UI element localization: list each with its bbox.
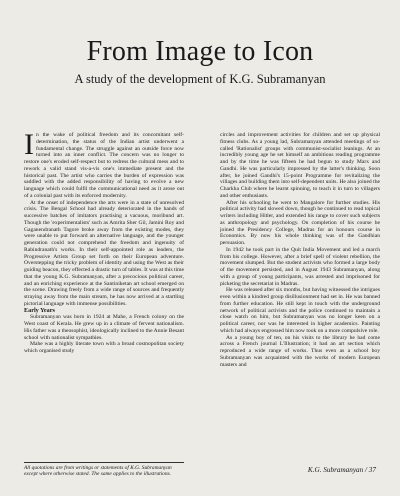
section-heading: Early Years (24, 306, 55, 314)
body-paragraph: After his schooling he went to Mangalore for further studies. His political activity had slowed down, though he continued to read topical writers including Hitler, and extended his range to cover such subjects as anthropology and psychology. On completion of his course he joined the Presidency College, Madras for an honours course in Economics. By now his whole thinking was of the Gandhian persuasion. (220, 199, 380, 246)
body-paragraph: Mahe was a highly literate town with a broad cosmopolitan society which organised study (24, 341, 184, 354)
intro-text: n the wake of political freedom and its concomitant self-determination, the status of the Indian artist underwent a fundamental change. The struggle against an outside force now turned into an inner conflict. The concern was no longer to restore one's eroded self-respect but to redress the cultural mess and to rework a valid stand vis-a-vis one's immediate present and the historical past. The artist who carries the burden of expression was saddled with the added responsibility of having to evolve a new language which could fulfil the communicational need as it arose out of a colonial past with its enforced modernity. (24, 132, 184, 199)
body-paragraph: In 1942 he took part in the Quit India Movement and led a march from his college. However, after a brief spell of violent rebellion, the movement slumped. But the student activists who formed a large body of the movement persisted, and in August 1943 Subramanyan, along with a group of young participants, was arrested and imprisoned for picketing the secretariat in Madras. (220, 246, 380, 287)
body-paragraph: As a young boy of ten, on his visits to the library he had come across a French journal L'Illustration; it had an art section which reproduced a wide range of works. Thus even as a school boy Subramanyan was acquainted with the works of modern European masters and (220, 334, 380, 368)
article-subtitle: A study of the development of K.G. Subramanyan (74, 72, 326, 86)
text-column-right (220, 132, 380, 454)
footnote-rule (24, 462, 184, 463)
page-folio: K.G. Subramanyan / 37 (307, 466, 376, 474)
body-paragraph: At the onset of independence the arts were in a state of unresolved crisis. The Bengal School had already deteriorated in the hands of successive batches of imitators practising a vacuous, moribund art. Though the 'experimentalists' such as Amrita Sher Gil, Jamini Roy and Gaganendranath Tagore broke away from the existing modes, they were unable to put forward an alternative language, and the younger generation could not comprehend the freedom and ingenuity of Rabindranath's works. In their self-appointed role as leaders, the Progressive Artists Group set forth on their European adventure. Overstepping the tricky problem of identity and using the West as their guiding beacon, they effected a drastic turn of tables. It was at this time that the young K.G. Subramanyan, after a precocious political career, and an enriching experience at the Santiniketan art school emerged on the scene. Drawing freely from a wide range of sources and frequently straying away from the main stream, he has now arrived at a startling pictorial language with immense possibilities. (24, 199, 184, 307)
drop-cap: I (24, 132, 34, 161)
intro-paragraph (24, 132, 184, 200)
article-title: From Image to Icon (86, 36, 314, 67)
body-paragraph: circles and improvement activities for children and set up physical fitness clubs. As a young lad, Subramanyan attended meetings of so-called 'Rationalist' groups with communist-socialist leanings. At an incredibly young age he set himself an ambitious reading programme and by the time he was fifteen he had begun to study Marx and Gandhi. He was particularly impressed by the latter's thinking. Soon after, he joined Gandhi's 15-point Programme for revitalizing the villages and building them into self-dependent units. He also joined the Charkha Club where he learnt spinning, to teach it in turn to villagers and other enthusiasts. (220, 132, 380, 199)
text-column-left (24, 132, 184, 458)
body-paragraph: Subramanyan was born in 1924 at Mahe, a French colony on the West coast of Kerala. He grew up in a climate of fervent nationalism. His father was a theosophist, ideologically inclined to the Annie Besant school with nationalist sympathies. (24, 314, 184, 341)
body-paragraph: He was released after six months, but having witnessed the intrigues even within a kindred group disillusionment had set in. He was banned from further education. He still kept in touch with the underground network of political activists and the police continued to maintain a close watch on him, but Subramanyan was no longer keen on a political career, nor was he interested in higher academics. Painting which had always engrossed him now took on a more compulsive role. (220, 287, 380, 334)
footnote: All quotations are from writings or statements of K.G. Subramanyan except where otherwise stated. The same applies to the illustrations. (24, 465, 172, 478)
